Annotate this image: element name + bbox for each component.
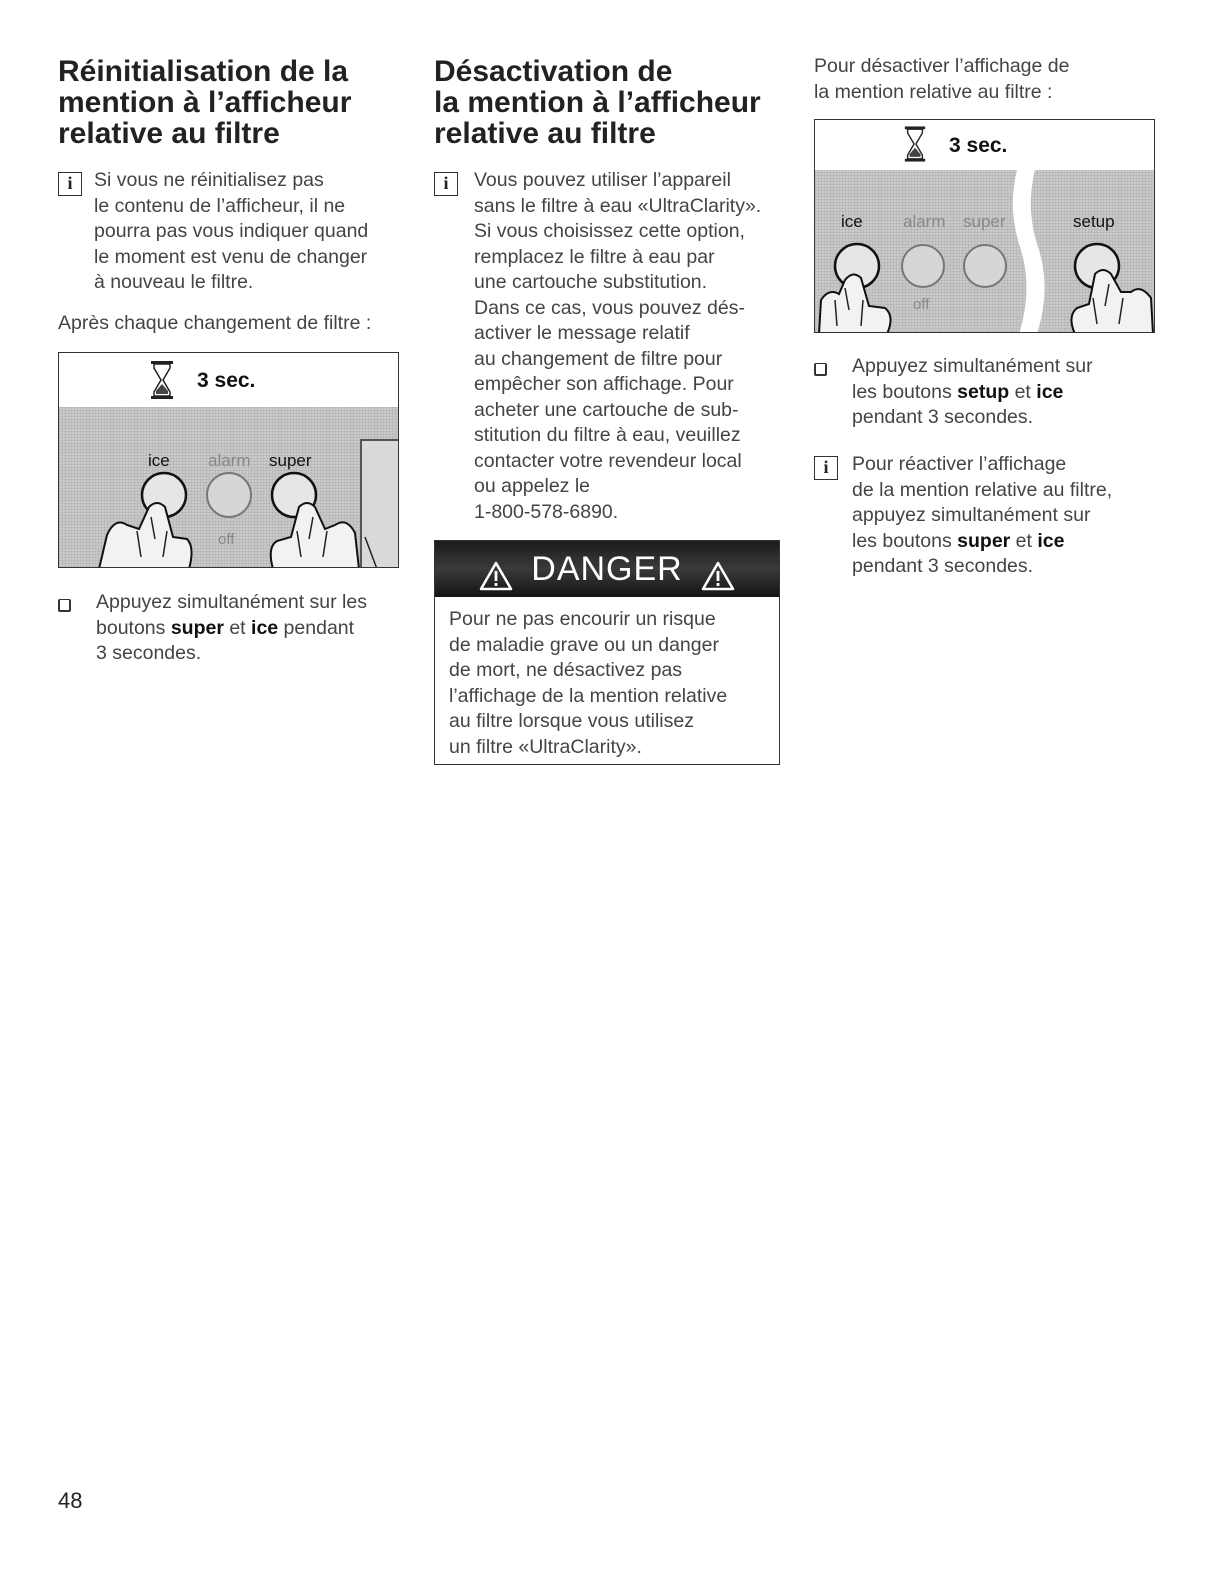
super-button (964, 245, 1006, 287)
button-label-off: off (218, 531, 235, 548)
warning-triangle-icon (479, 561, 513, 591)
timer-label: 3 sec. (197, 369, 256, 392)
danger-title: DANGER (531, 550, 683, 588)
panel-header (815, 120, 1154, 171)
section-title-reset: Réinitialisation de la mention à l’afficheur relative au filtre (58, 55, 352, 150)
button-label-ice: ice (148, 451, 170, 470)
checkbox-icon (814, 363, 827, 376)
hourglass-icon (903, 125, 927, 163)
alarm-button (902, 245, 944, 287)
panel-surface (815, 170, 1154, 332)
button-label-alarm: alarm (903, 212, 946, 231)
section-title-deactivate: Désactivation de la mention à l’afficheur relative au filtre (434, 55, 761, 150)
button-label-super: super (269, 451, 312, 470)
intro-text: Après chaque changement de filtre : (58, 312, 372, 334)
checkbox-icon (58, 599, 71, 612)
panel-surface (59, 407, 398, 567)
info-icon: i (58, 172, 82, 196)
button-label-setup: setup (1073, 212, 1115, 231)
button-label-off: off (913, 296, 930, 313)
button-label-alarm: alarm (208, 451, 251, 470)
button-label-super: super (963, 212, 1006, 231)
intro-text: Pour désactiver l’affichage de la mention relative au filtre : (814, 55, 1070, 103)
panel-header (59, 353, 398, 408)
cut-divider (1013, 170, 1045, 333)
page-number: 48 (58, 1488, 83, 1513)
alarm-button (207, 473, 251, 517)
info-icon: i (814, 456, 838, 480)
control-panel-illustration (814, 119, 1155, 333)
hands-pressing-illustration (815, 170, 1155, 333)
timer-label: 3 sec. (949, 134, 1008, 157)
hands-pressing-illustration (59, 407, 399, 568)
info-icon: i (434, 172, 458, 196)
danger-warning-box (434, 540, 780, 765)
control-panel-illustration (58, 352, 399, 568)
hourglass-icon (149, 360, 175, 400)
button-label-ice: ice (841, 212, 863, 231)
danger-header (435, 541, 779, 597)
warning-triangle-icon (701, 561, 735, 591)
danger-text: Pour ne pas encourir un risque de maladie grave ou un danger de mort, ne désactivez pas l’affichage de la mention relative au filtre lorsque vous utilisez un filtre «UltraClarity». (449, 608, 728, 758)
